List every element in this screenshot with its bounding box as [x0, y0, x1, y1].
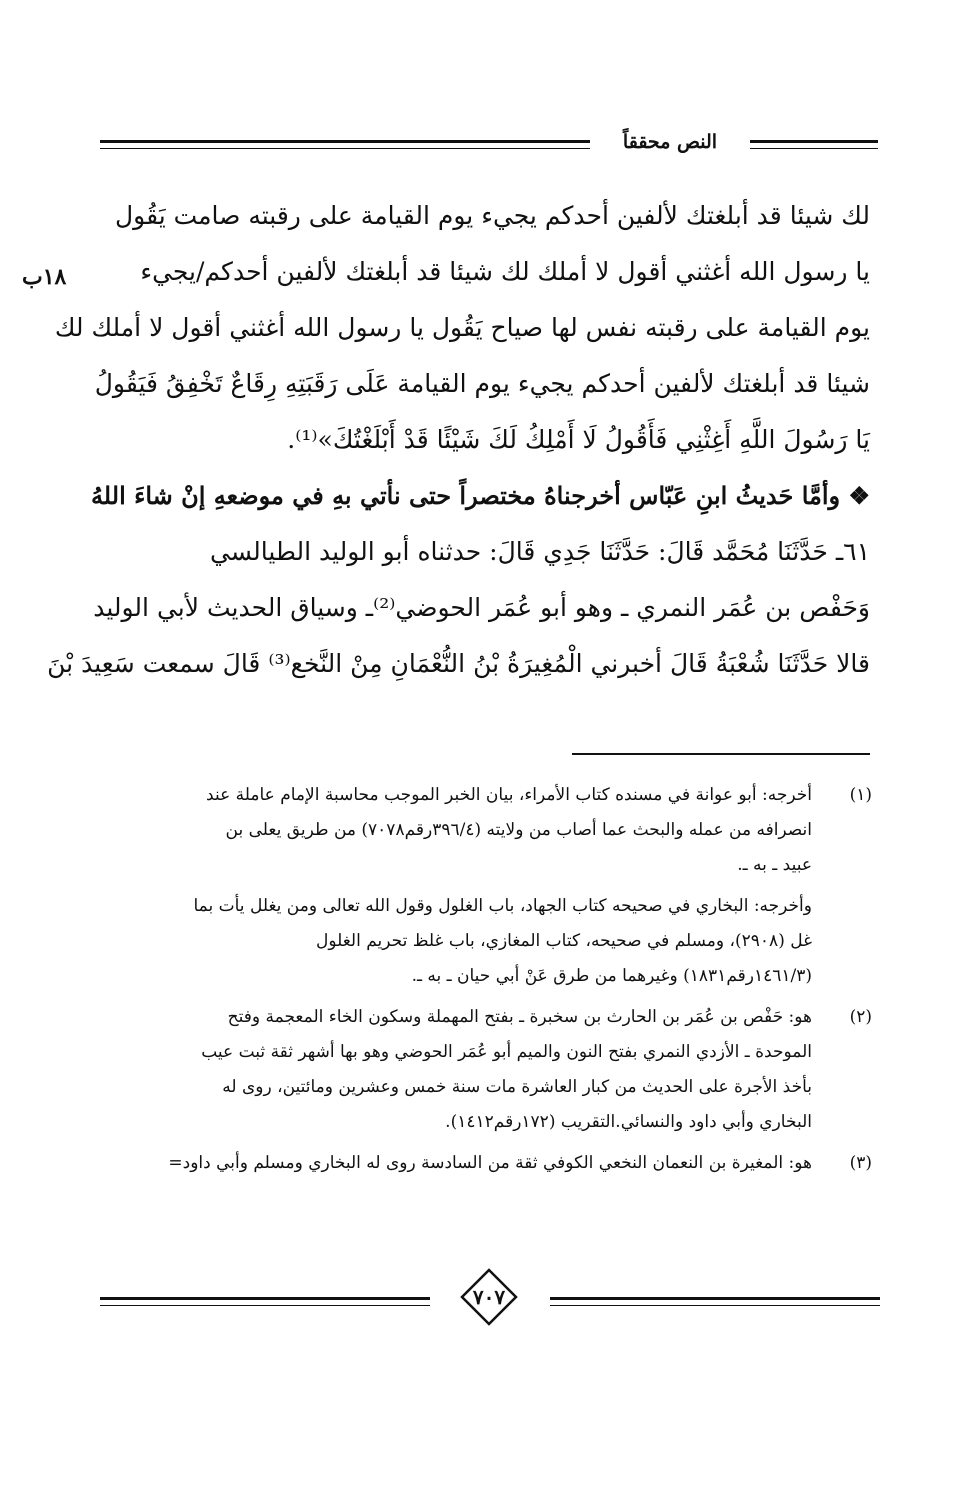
footnote-number: (١)	[849, 785, 872, 805]
header-rule-left	[100, 140, 590, 149]
text-line: لك شيئا قد أبلغتك لألفين أحدكم يجيء يوم القيامة على رقبته صامت يَقُول	[114, 201, 870, 230]
text-line: وَحَفْص بن عُمَر النمري ـ وهو أبو عُمَر الحوضي⁽²⁾ـ وسياق الحديث لأبي الوليد	[93, 593, 870, 622]
footnote-body	[100, 1000, 812, 1140]
footnote-3	[100, 1146, 872, 1181]
footnote-line: انصرافه من عمله والبحث عما أصاب من ولايته (٣٩٦/٤رقم٧٠٧٨) من طريق يعلى بن	[225, 820, 812, 840]
footnote-line: الموحدة ـ الأزدي النمري بفتح النون والميم أبو عُمَر الحوضي وهو بها أشهر ثقة ثبت عيب	[201, 1042, 812, 1062]
main-text	[47, 188, 870, 692]
footnote-1	[100, 778, 872, 883]
footnote-line: البخاري وأبي داود والنسائي.التقريب (١٧٢رقم١٤١٢).	[445, 1112, 812, 1132]
footnote-line: بأخذ الأجرة على الحديث من كبار العاشرة مات سنة خمس وعشرين ومائتين، روى له	[222, 1077, 812, 1097]
page-footer	[100, 1262, 880, 1342]
text-line: شيئا قد أبلغتك لألفين أحدكم يجيء يوم القيامة عَلَى رَقَبَتِهِ رِقَاعٌ تَخْفِقُ فَيَقُولُ	[94, 369, 870, 398]
footnote-number: (٢)	[849, 1007, 872, 1027]
footnote-line: (١٤٦١/٣رقم١٨٣١) وغيرهما من طرق عَنْ أبي حيان ـ به ـ.	[411, 966, 812, 986]
running-header	[100, 128, 880, 160]
footnote-line: غل (٢٩٠٨)، ومسلم في صحيحه، كتاب المغازي، باب غلظ تحريم الغلول	[315, 931, 812, 951]
footnotes	[100, 778, 872, 1187]
footer-rule-left	[100, 1297, 430, 1306]
text-line: يَا رَسُولَ اللَّهِ أَغِثْنِي فَأَقُولُ لَا أَمْلِكُ لَكَ شَيْئًا قَدْ أَبْلَغْتُكَ»⁽¹⁾.	[287, 425, 870, 454]
footnote-line: وأخرجه: البخاري في صحيحه كتاب الجهاد، باب الغلول وقول الله تعالى ومن يغلل يأت بما	[193, 896, 812, 916]
footnote-separator	[572, 753, 870, 755]
margin-folio-note: ١٨ب	[22, 264, 67, 290]
section-heading: ❖ وأمَّا حَديثُ ابنِ عَبّاس أخرجناهُ مختصراً حتى نأتي بهِ في موضعهِ إنْ شاءَ اللهُ	[90, 481, 870, 510]
footnote-2	[100, 1000, 872, 1140]
text-line: ٦١ـ حَدَّثَنَا مُحَمَّد قَالَ: حَدَّثَنَا جَدِي قَالَ: حدثناه أبو الوليد الطيالسي	[210, 537, 870, 566]
text-line: قالا حَدَّثَنَا شُعْبَةُ قَالَ أخبرني الْمُغِيرَةُ بْنُ النُّعْمَانِ مِنْ النَّخع⁽³⁾ قَالَ سمعت سَعِيدَ بْنَ	[47, 649, 870, 678]
footnote-body	[100, 778, 812, 883]
footer-rule-right	[550, 1297, 880, 1306]
footnote-number: (٣)	[849, 1153, 872, 1173]
text-line: يوم القيامة على رقبته نفس لها صياح يَقُول يا رسول الله أغثني أقول لا أملك لك	[54, 313, 870, 342]
text-line: يا رسول الله أغثني أقول لا أملك لك شيئا قد أبلغتك لألفين أحدكم/يجيء	[140, 257, 870, 286]
footnote-line: هو: حَفْص بن عُمَر بن الحارث بن سخبرة ـ بفتح المهملة وسكون الخاء المعجمة وفتح	[227, 1007, 812, 1027]
footnote-line: أخرجه: أبو عوانة في مسنده كتاب الأمراء، بيان الخبر الموجب محاسبة الإمام عاملة عند	[206, 785, 812, 805]
footnote-line: عبيد ـ به ـ.	[737, 855, 812, 875]
header-rule-right	[750, 140, 878, 149]
header-title: النص محققاً	[622, 131, 718, 153]
footnote-line: هو: المغيرة بن النعمان النخعي الكوفي ثقة من السادسة روى له البخاري ومسلم وأبي داود=	[168, 1153, 812, 1173]
footnote-1-continued	[100, 889, 872, 994]
page-number: ٧٠٧	[472, 1285, 506, 1309]
footnote-body	[100, 889, 812, 994]
footnote-body	[100, 1146, 812, 1181]
